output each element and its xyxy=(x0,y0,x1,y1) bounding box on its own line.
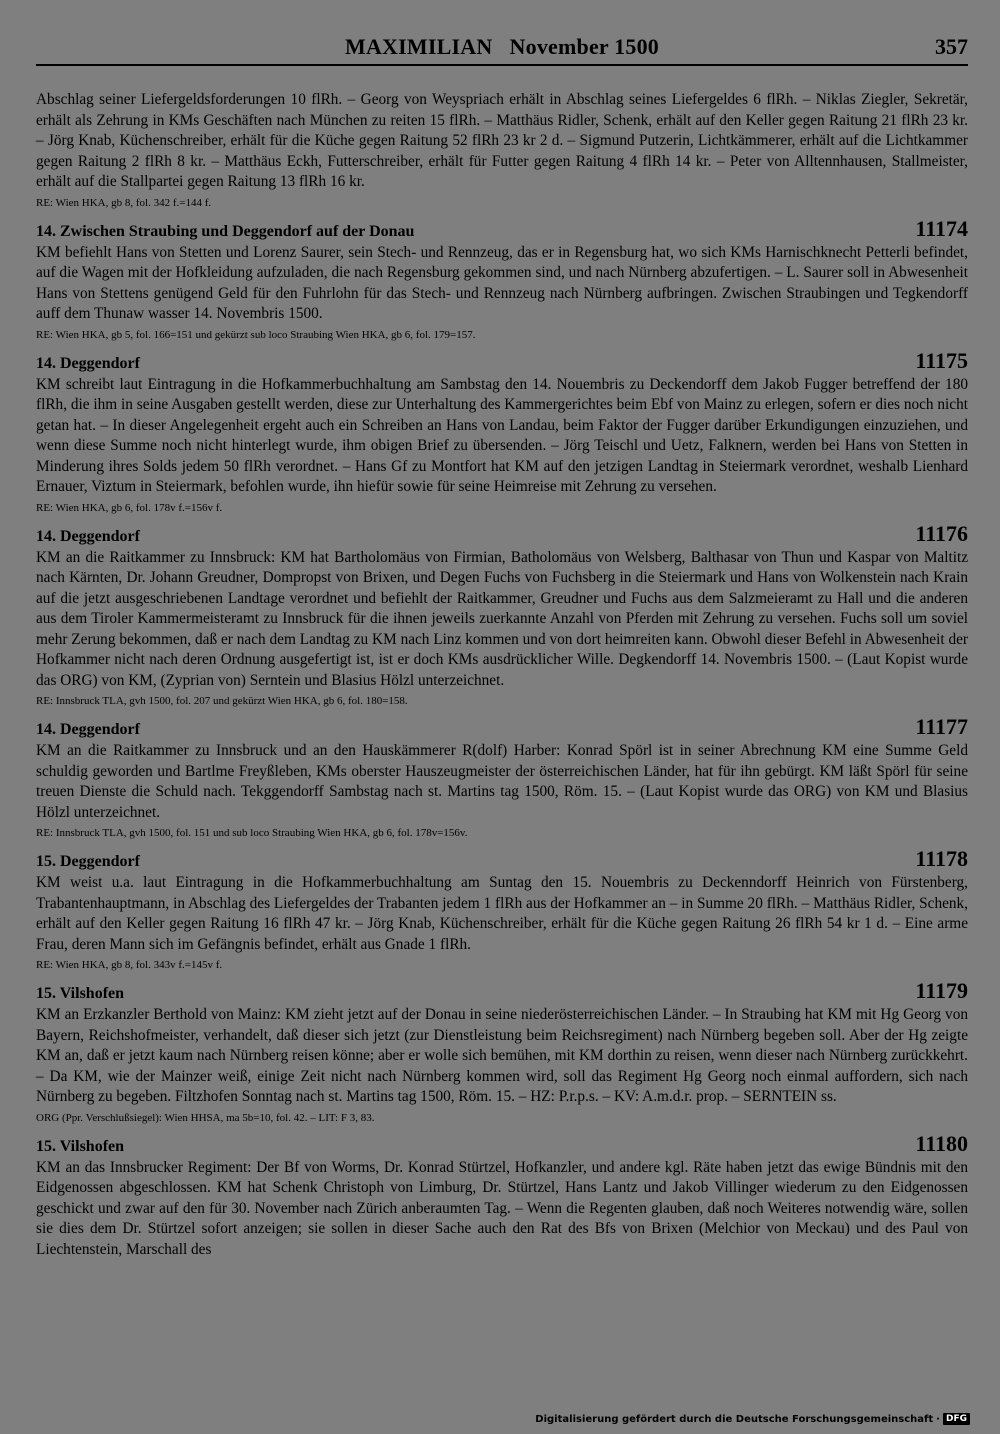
entry-11178 xyxy=(36,848,968,972)
entry-source: RE: Innsbruck TLA, gvh 1500, fol. 151 und sub loco Straubing Wien HKA, gb 6, fol. 178v=156v. xyxy=(36,827,468,839)
entry-header xyxy=(36,716,968,741)
entry-number: 11176 xyxy=(915,520,968,546)
entry-header xyxy=(36,980,968,1005)
entry-header xyxy=(36,848,968,873)
entry-11177 xyxy=(36,716,968,840)
entry-place: 14. Deggendorf xyxy=(36,527,140,545)
page-header xyxy=(36,30,968,66)
intro-block xyxy=(36,90,968,210)
header-rule xyxy=(36,64,968,66)
page-body xyxy=(36,90,968,1260)
entry-number: 11178 xyxy=(915,846,968,871)
entry-place: 15. Vilshofen xyxy=(36,985,125,1002)
intro-text: Abschlag seiner Liefergeldsforderungen 10 flRh. – Georg von Weyspriach erhält in Abschlag seines Liefergeldes 6 flRh. – Niklas Ziegler, Sekretär, erhält als Zehrung in KMs Geschäften nach München zu reiten 15 flRh. – Matthäus Ridler, Schenk, erhält auf den Keller gegen Raitung 21 flRh 23 kr. – Jörg Knab, Küchenschreiber, erhält für die Küche gegen Raitung 52 flRh 23 kr 2 d. – Sigmund Putzerin, Lichtkämmerer, erhält auf die Lichtkammer gegen Raitung 2 flRh 8 kr. – Matthäus Eckh, Futterschreiber, erhält für Futter gegen Raitung 4 flRh 14 kr. – Peter von Alltennhausen, Stallmeister, erhält auf die Stallpartei gegen Raitung 13 flRh 16 kr. xyxy=(36,91,968,190)
dfg-logo-icon: DFG xyxy=(943,1413,970,1425)
footer-separator: · xyxy=(936,1413,940,1425)
entry-place: 14. Zwischen Straubing und Deggendorf auf der Donau xyxy=(36,222,415,240)
entry-place: 15. Vilshofen xyxy=(36,1137,125,1155)
entry-place: 15. Deggendorf xyxy=(36,853,140,870)
running-title: MAXIMILIAN November 1500 xyxy=(345,34,659,59)
entry-text: KM an das Innsbrucker Regiment: Der Bf von Worms, Dr. Konrad Stürtzel, Hofkanzler, und andere kgl. Räte haben jetzt das ewige Bündnis mit den Eidgenossen abgeschlossen. KM hat Schenk Christoph von Limburg, Dr. Stürtzel, Hans Lantz und Jakob Villinger wiederum zu den Eidgenossen geschickt und zwar auf den für 30. November nach Zürich anberaumten Tag. – Wenn die Regenten glauben, daß noch Weiteres notwendig wäre, sollen sie dies dem Dr. Stürtzel sofort anzeigen; sie sollen in dieser Sache auch den Rat des Bfs von Brixen (Melchior von Meckau) und des Paul von Liechtenstein, Marschall des xyxy=(36,1158,968,1258)
entry-11175 xyxy=(36,347,968,515)
entry-text: KM an Erzkanzler Berthold von Mainz: KM zieht jetzt auf der Donau in seine niederösterreichischen Länder. – In Straubing hat KM mit Hg Georg von Bayern, Reichshofmeister, verhandelt, daß dieser sich jetzt (zur Dienstleistung beim Reichsregiment) nach Nürnberg begeben soll. Aber der Hg zeigte KM an, daß er jetzt kaum nach Nürnberg reisen könne; aber er wolle sich bemühen, mit KM dorthin zu reisen, wenn dieser nach Nürnberg zurückkehrt. – Da KM, wie der Mainzer weiß, einige Zeit nicht nach Nürnberg kommen wird, soll das Regiment Hg Georg noch einmal auffordern, sich nach Nürnberg zu begeben. Filtzhofen Sonntag nach st. Martins tag 1500, Röm. 15. – HZ: P.r.p.s. – KV: A.m.d.r. prop. – SERNTEIN ss. xyxy=(36,1006,968,1105)
entry-header xyxy=(36,215,968,243)
entry-source: RE: Innsbruck TLA, gvh 1500, fol. 207 und gekürzt Wien HKA, gb 6, fol. 180=158. xyxy=(36,695,408,707)
entry-source: RE: Wien HKA, gb 5, fol. 166=151 und gekürzt sub loco Straubing Wien HKA, gb 6, fol. 179=157. xyxy=(36,328,476,341)
intro-source: RE: Wien HKA, gb 8, fol. 342 f.=144 f. xyxy=(36,196,212,209)
entry-text: KM befiehlt Hans von Stetten und Lorenz Saurer, sein Stech- und Rennzeug, das er in Regensburg hat, wo sich KMs Harnischknecht Petterli befindet, auf die Wagen mit der Hofkleidung aufzuladen, die nach Regensburg gekommen sind, und nach Nürnberg abzufertigen. – L. Saurer soll in Abwesenheit Hans von Stettens genügend Geld für den Fuhrlohn für das Stech- und Rennzeug nach Nürnberg aufbringen. Zwischen Straubingen und Tegkendorff auff dem Thunaw wasser 14. Novembris 1500. xyxy=(36,243,968,322)
document-page xyxy=(36,30,968,1260)
entry-number: 11179 xyxy=(915,978,968,1003)
entry-text: KM an die Raitkammer zu Innsbruck: KM hat Bartholomäus von Firmian, Batholomäus von Welsberg, Balthasar von Thun und Kaspar von Maltitz nach Kärnten, Dr. Johann Greudner, Dompropst von Brixen, und Degen Fuchs von Fuchsberg in die Steiermark und Hans von Wolkenstein nach Krain auf die jetzt ausgeschriebenen Landtage verordnet und befiehlt der Raitkammer, Greudner und Fuchs aus dem Salzmeieramt zu Hall und die anderen aus dem Tiroler Kammermeisteramt zu Innsbruck für die ihnen jeweils zuerkannte Anzahl von Pferden mit Zehrung zu versehen. Fuchs soll um soviel mehr Zerung bekommen, daß er nach dem Landtag zu KM nach Linz kommen und von dort heimreiten kann. Obwohl dieser Befehl in Abwesenheit der Hofkammer nicht nach deren Ordnung ausgefertigt ist, ist er doch KMs ausdrücklicher Wille. Degkendorff 14. Novembris 1500. – (Laut Kopist wurde das ORG) von KM, (Zyprian von) Serntein und Blasius Hölzl unterzeichnet. xyxy=(36,548,968,689)
entry-11174 xyxy=(36,215,968,342)
entry-header xyxy=(36,520,968,548)
entry-header xyxy=(36,347,968,375)
entry-source: RE: Wien HKA, gb 6, fol. 178v f.=156v f. xyxy=(36,501,223,514)
entry-place: 14. Deggendorf xyxy=(36,354,140,372)
entry-text: KM schreibt laut Eintragung in die Hofkammerbuchhaltung am Sambstag den 14. Nouembris zu Deckendorff dem Jakob Fugger betreffend der 180 flRh, die ihm in seine Ausgaben gestellt werden, diese zur Unterhaltung des Kammergerichtes beim Ebf von Mainz zu erlegen, sofern er dies noch nicht getan hat. – In dieser Angelegenheit ergeht auch ein Schreiben an Hans von Landau, beim Faktor der Fugger darüber Erkundigungen einzuziehen, und wenn diese Summe noch nicht hinterlegt wurde, ihm obigen Brief zu übersenden. – Jörg Teischl und Uetz, Falknern, werden bei Hans von Stetten in Minderung ihres Solds jedem 50 flRh verordnet. – Hans Gf zu Montfort hat KM auf den jetzigen Landtag in Steiermark verordnet, weshalb Lienhard Ernauer, Viztum in Steiermark, befohlen wurde, ihn hiefür sowie für seine Heimreise mit Zehrung zu versehen. xyxy=(36,375,968,495)
entry-header xyxy=(36,1130,968,1158)
entry-place: 14. Deggendorf xyxy=(36,721,140,738)
entry-source: RE: Wien HKA, gb 8, fol. 343v f.=145v f. xyxy=(36,959,223,971)
entry-11176 xyxy=(36,520,968,709)
footer-credit xyxy=(535,1413,970,1425)
footer-text: Digitalisierung gefördert durch die Deutsche Forschungsgemeinschaft xyxy=(535,1413,934,1425)
page-number: 357 xyxy=(935,34,968,59)
entry-source: ORG (Ppr. Verschlußsiegel): Wien HHSA, ma 5b=10, fol. 42. – LIT: F 3, 83. xyxy=(36,1111,375,1124)
entry-11179 xyxy=(36,980,968,1125)
entry-number: 11175 xyxy=(915,347,968,373)
entry-11180 xyxy=(36,1130,968,1261)
entry-number: 11174 xyxy=(915,215,968,241)
entry-text: KM weist u.a. laut Eintragung in die Hofkammerbuchhaltung am Suntag den 15. Nouembris zu Deckenndorff Heinrich von Fürstenberg, Trabantenhauptmann, in Abschlag des Liefergeldes der Trabanten jedem 1 flRh aus der Hofkammer an – in Summe 20 flRh. – Matthäus Ridler, Schenk, erhält auf den Keller gegen Raitung 16 flRh 47 kr. – Jörg Knab, Küchenschreiber, erhält für die Küche gegen Raitung 26 flRh 54 kr 1 d. – Eine arme Frau, deren Mann sich im Gefängnis befindet, erhält aus Gnade 1 flRh. xyxy=(36,874,968,953)
entry-number: 11177 xyxy=(915,714,968,739)
entry-number: 11180 xyxy=(915,1130,968,1156)
entry-text: KM an die Raitkammer zu Innsbruck und an den Hauskämmerer R(dolf) Harber: Konrad Spörl ist in seiner Abrechnung KM eine Summe Geld schuldig geworden und Bartlme Freyßleben, KMs oberster Hauszeugmeister der österreichischen Länder, hat für ihn gebürgt. KM läßt Spörl für seine treuen Dienste die Schuld nach. Tekggendorff Sambstag nach st. Martins tag 1500, Röm. 15. – (Laut Kopist wurde das ORG) von KM und Blasius Hölzl unterzeichnet. xyxy=(36,742,968,821)
